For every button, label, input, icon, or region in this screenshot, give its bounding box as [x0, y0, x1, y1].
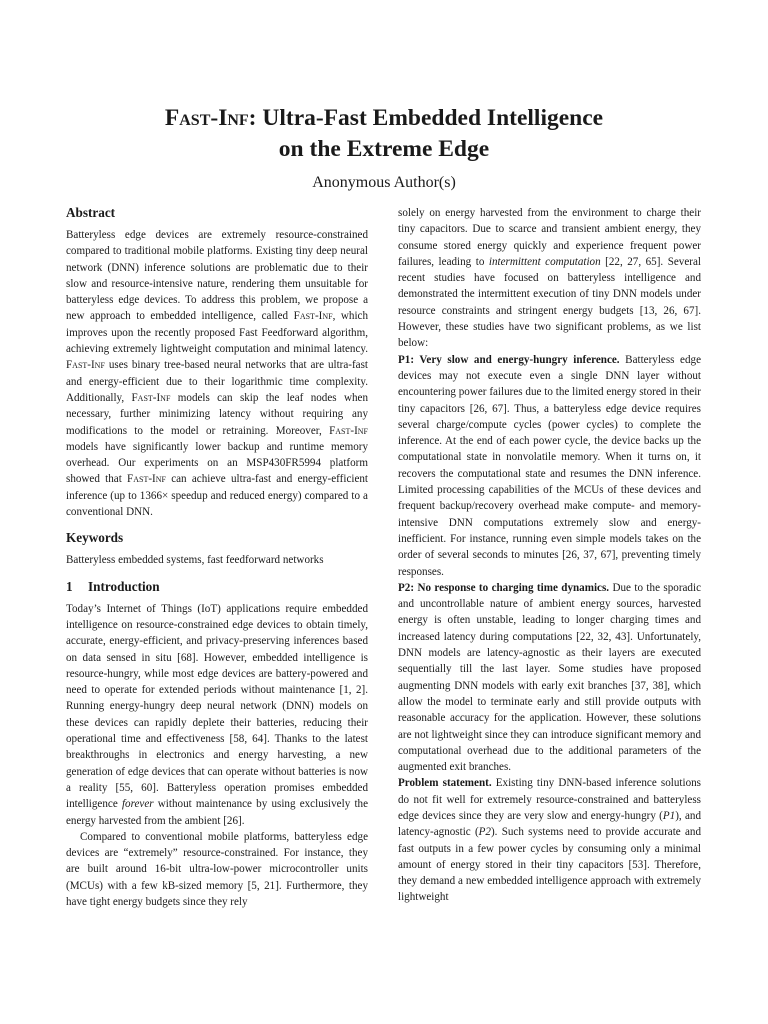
- author-line: Anonymous Author(s): [312, 174, 456, 191]
- paper-title: [0, 103, 768, 165]
- system-name: Fast-Inf: [164, 105, 249, 131]
- section-title: Introduction: [88, 578, 160, 594]
- keywords-body: Batteryless embedded systems, fast feedforward networks: [66, 554, 324, 567]
- left-column: [66, 204, 368, 910]
- right-paragraph-1: solely on energy harvested from the environment to charge their tiny capacitors. Due to scarce and transient ambient energy, they consume stored energy quickly and experience frequent power failures, leading to intermittent computation [22, 27, 65]. Several recent studies have focused on batteryless intelligence and demonstrated the intermittent execution of tiny DNN models under resource constraints and stringent energy budgets [13, 26, 67]. However, these studies have two significant problems, as we list below:: [398, 207, 701, 350]
- section-number: 1: [66, 578, 73, 594]
- problem-p2-label: P2: No response to charging time dynamics.: [398, 581, 610, 594]
- problem-p2-paragraph: P2: No response to charging time dynamics. Due to the sporadic and uncontrollable nature of ambient energy sources, harvested energy is often unstable, leading to longer charging times and increased latency during computations [22, 32, 43]. Unfortunately, DNN models are latency-agnostic as their layers are executed sequentially till the last layer. Some studies have proposed augmenting DNN models with early exit branches [37, 38], which allow the model to terminate early and still provide outputs with reasonable accuracy for the application. However, these solutions are not lightweight since they can introduce significant memory and computational overhead due to the additional parameters of the augmented exit branches.: [398, 581, 701, 774]
- introduction-heading: [66, 578, 368, 596]
- intro-paragraph-2: Compared to conventional mobile platforms, batteryless edge devices are “extremely” resource-constrained. For instance, they are built around 16-bit ultra-low-power microcontroller units (MCUs) with a few kB-sized memory [5, 21]. Furthermore, they have tight energy budgets since they rely: [66, 830, 368, 908]
- title-line-2: on the Extreme Edge: [278, 136, 490, 162]
- problem-p1-paragraph: P1: Very slow and energy-hungry inference. Batteryless edge devices may not execute even a single DNN layer without encountering power failures due to the limited energy stored in their tiny capacitors [26, 67]. Thus, a batteryless edge device requires several charge/compute cycles (power cycles) to complete the inference. At the end of each power cycle, the device backs up the computational state in nonvolatile memory. When it turns on, it recovers the computational state and resumes the DNN inference. Limited processing capabilities of the MCUs of these devices and frequent backup/recovery overhead make compute- and memory-intensive DNN computations extremely slow and energy-inefficient. For instance, running even simple models takes on the order of several seconds to minutes [26, 37, 67], preventing timely responses.: [398, 353, 701, 578]
- problem-p1-label: P1: Very slow and energy-hungry inference.: [398, 353, 620, 366]
- problem-statement-label: Problem statement.: [398, 777, 492, 790]
- right-column: [398, 205, 701, 906]
- abstract-heading: Abstract: [66, 205, 116, 220]
- abstract-body: Batteryless edge devices are extremely resource-constrained compared to traditional mobile platforms. Existing tiny deep neural network (DNN) inference solutions are problematic due to their slow and resource-intensive nature, rendering them unsuitable for batteryless edge devices. To address this problem, we propose a new approach to embedded intelligence, called Fast-Inf, which improves upon the recently proposed Fast Feedforward algorithm, achieving extremely lightweight computation and minimal latency. Fast-Inf uses binary tree-based neural networks that are ultra-fast and energy-efficient due to their logarithmic time complexity. Additionally, Fast-Inf models can skip the leaf nodes when necessary, further minimizing latency without requiring any modifications to the model or retraining. Moreover, Fast-Inf models have significantly lower backup and runtime memory overhead. Our experiments on an MSP430FR5994 platform showed that Fast-Inf can achieve ultra-fast and energy-efficient inference (up to 1366× speedup and reduced energy) compared to a conventional DNN.: [66, 229, 368, 519]
- intro-paragraph-1: Today’s Internet of Things (IoT) applications require embedded intelligence on resource-constrained edge devices to obtain timely, accurate, energy-efficient, and privacy-preserving inferences based on data sensed in situ [68]. However, embedded intelligence is resource-hungry, while most edge devices are battery-powered and need to operate for extended periods without maintenance [1, 2]. Running energy-hungry deep neural network (DNN) models on these devices can rapidly deplete their batteries, reducing their operational time and effectiveness [58, 64]. Thanks to the latest breakthroughs in electronics and energy harvesting, a new generation of edge devices that can operate without batteries is now a reality [55, 60]. Batteryless operation promises embedded intelligence forever without maintenance by using exclusively the energy harvested from the ambient [26].: [66, 602, 368, 827]
- keywords-heading: Keywords: [66, 530, 124, 546]
- title-line-1: [0, 103, 768, 134]
- problem-statement-paragraph: Problem statement. Existing tiny DNN-based inference solutions do not fit well for extremely resource-constrained and batteryless edge devices since they are very slow and energy-hungry (P1), and latency-agnostic (P2). Such systems need to provide accurate and fast outputs in a few power cycles by consuming only a minimal amount of energy stored in their tiny capacitors [53]. Therefore, they demand a new embedded intelligence approach with extremely lightweight: [398, 777, 701, 904]
- title-rest: : Ultra-Fast Embedded Intelligence: [248, 105, 604, 131]
